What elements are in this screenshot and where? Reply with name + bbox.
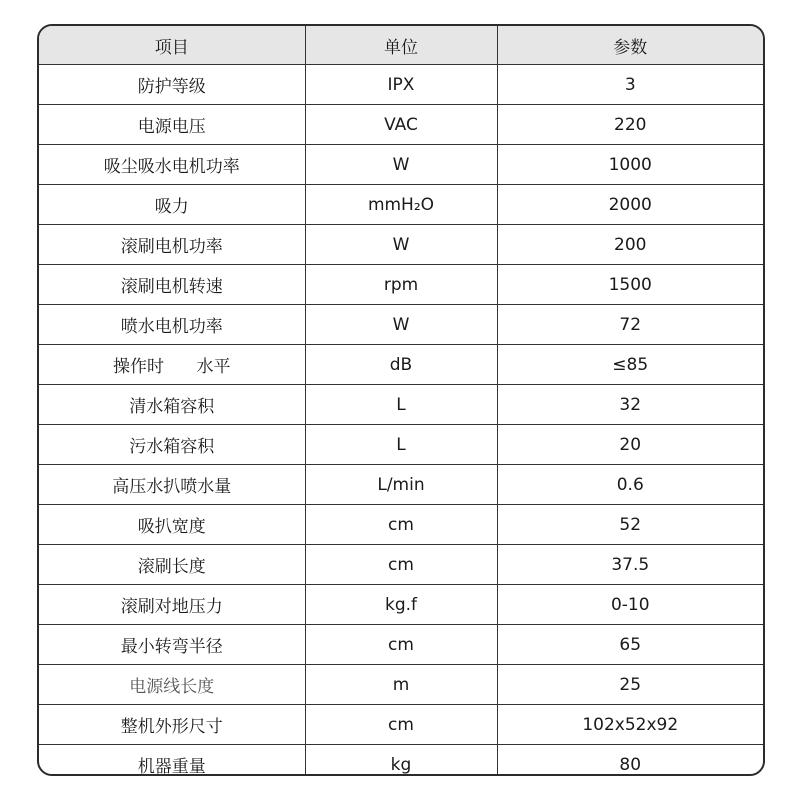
row-item-cell: 滚刷电机转速 [39,265,305,305]
table-row [39,625,763,665]
row-unit-cell: cm [305,505,497,545]
row-item-cell: 电源电压 [39,105,305,145]
row-item-cell: 滚刷电机功率 [39,225,305,265]
row-unit-cell: cm [305,705,497,745]
row-unit-cell: W [305,305,497,345]
row-item-cell: 吸力 [39,185,305,225]
table-header-row [39,26,763,65]
table-row [39,385,763,425]
row-unit-cell: kg [305,745,497,777]
row-value-cell: 65 [497,625,763,665]
row-unit-cell: L [305,385,497,425]
row-unit-cell: m [305,665,497,705]
row-unit-cell: dB [305,345,497,385]
row-unit-cell: rpm [305,265,497,305]
row-item-cell: 吸尘吸水电机功率 [39,145,305,185]
row-value-cell: 20 [497,425,763,465]
row-unit-cell: IPX [305,65,497,105]
header-value: 参数 [497,26,763,65]
header-unit: 单位 [305,26,497,65]
row-value-cell: 2000 [497,185,763,225]
table-row [39,745,763,777]
row-item-cell: 污水箱容积 [39,425,305,465]
row-unit-cell: W [305,225,497,265]
row-unit-cell: cm [305,625,497,665]
row-item-cell: 最小转弯半径 [39,625,305,665]
row-unit-cell: kg.f [305,585,497,625]
row-item-cell: 整机外形尺寸 [39,705,305,745]
table-row [39,545,763,585]
row-value-cell: 1500 [497,265,763,305]
row-item-cell: 滚刷对地压力 [39,585,305,625]
spec-table-container [37,24,765,776]
header-item: 项目 [39,26,305,65]
row-item-cell: 滚刷长度 [39,545,305,585]
table-row [39,585,763,625]
table-row [39,105,763,145]
row-value-cell: 200 [497,225,763,265]
row-unit-cell: cm [305,545,497,585]
table-row [39,265,763,305]
row-value-cell: 102x52x92 [497,705,763,745]
row-item-cell: 操作时 水平 [39,345,305,385]
row-unit-cell: L/min [305,465,497,505]
row-item-cell: 喷水电机功率 [39,305,305,345]
row-value-cell: 3 [497,65,763,105]
table-row [39,225,763,265]
table-row [39,425,763,465]
row-item-cell: 清水箱容积 [39,385,305,425]
row-value-cell: 72 [497,305,763,345]
row-item-cell: 高压水扒喷水量 [39,465,305,505]
row-unit-cell: W [305,145,497,185]
row-value-cell: 37.5 [497,545,763,585]
row-value-cell: 220 [497,105,763,145]
table-row [39,345,763,385]
table-row [39,145,763,185]
table-row [39,705,763,745]
table-row [39,465,763,505]
row-value-cell: 25 [497,665,763,705]
table-row [39,665,763,705]
row-value-cell: 80 [619,754,642,775]
table-row [39,65,763,105]
row-value-cell: 0.6 [497,465,763,505]
row-unit-cell: L [305,425,497,465]
row-value-cell: ≤85 [497,345,763,385]
table-row [39,305,763,345]
spec-table [39,26,763,776]
row-unit-cell: VAC [305,105,497,145]
row-value-cell: 1000 [497,145,763,185]
row-item-cell: 电源线长度 [39,665,305,705]
row-item-cell: 防护等级 [39,65,305,105]
row-value-cell: 52 [497,505,763,545]
row-value-cell: 32 [497,385,763,425]
table-row [39,185,763,225]
row-item-cell: 吸扒宽度 [39,505,305,545]
row-value-cell: 0-10 [497,585,763,625]
row-item-cell: 机器重量 [39,745,305,777]
row-unit-cell: mmH₂O [305,185,497,225]
table-row [39,505,763,545]
